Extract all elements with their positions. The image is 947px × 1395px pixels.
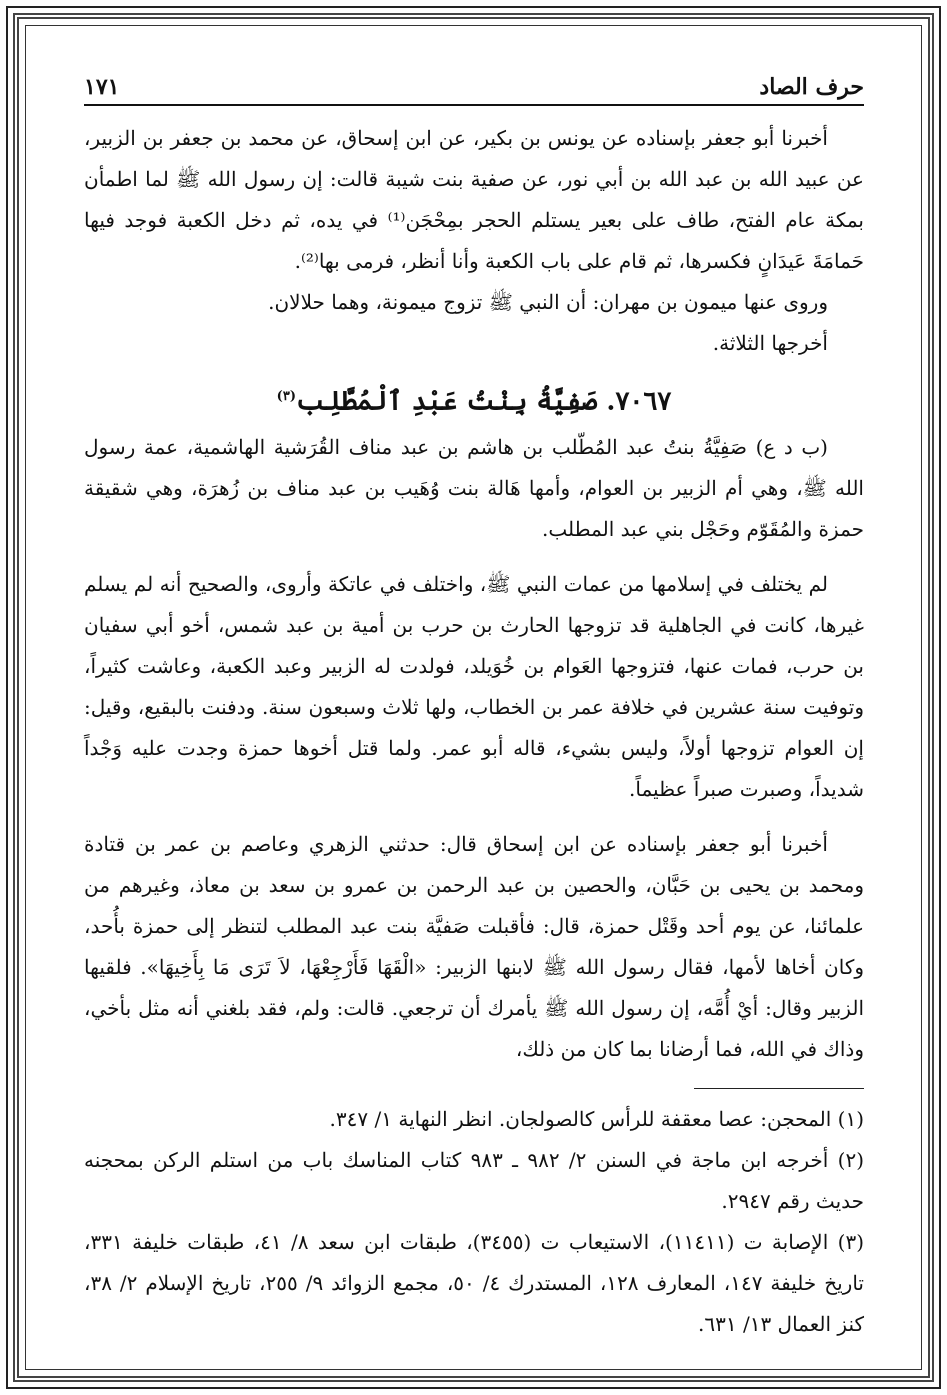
page-content xyxy=(84,72,864,1345)
entry-title: ٧٠٦٧. صَفِيَّةُ بِنْتُ عَبْدِ ٱلْمُطَّلِب xyxy=(295,386,672,417)
paragraph: (ب د ع) صَفِيَّةُ بنتُ عبد المُطّلب بن هاشم بن عبد مناف القُرَشية الهاشمية، عمة رسول الله ﷺ، وهي أم الزبير بن العوام، وأمها هَالة بنت وُهَيب بن عبد مناف بن زُهرَة، وهي شقيقة حمزة والمُقَوّم وحَجْل بني عبد المطلب. xyxy=(84,434,864,541)
footnote: (٢) أخرجه ابن ماجة في السنن ٢/ ٩٨٢ ـ ٩٨٣ كتاب المناسك باب من استلم الركن بمحجنه حديث رقم ٢٩٤٧. xyxy=(84,1147,864,1213)
footnote: (٣) الإصابة ت (١١٤١١)، الاستيعاب ت (٣٤٥٥)، طبقات ابن سعد ٨/ ٤١، طبقات خليفة ٣٣١، تاريخ خليفة ١٤٧، المعارف ١٢٨، المستدرك ٤/ ٥٠، مجمع الزوائد ٩/ ٢٥٥، تاريخ الإسلام ٢/ ٣٨، كنز العمال ١٣/ ٦٣١. xyxy=(84,1229,865,1336)
running-header xyxy=(84,72,864,106)
entry-footnote-marker: (٣) xyxy=(276,389,296,404)
section-title: حرف الصاد xyxy=(759,74,864,100)
main-text xyxy=(84,118,864,1070)
page-number: ١٧١ xyxy=(84,74,120,100)
paragraph: وروى عنها ميمون بن مهران: أن النبي ﷺ تزوج ميمونة، وهما حلالان. xyxy=(268,290,828,314)
paragraph: أخبرنا أبو جعفر بإسناده عن يونس بن بكير، عن ابن إسحاق، عن محمد بن جعفر بن الزبير، عن عبيد الله بن عبد الله بن أبي نور، عن صفية بنت شيبة قالت: إن رسول الله ﷺ لما اطمأن بمكة عام الفتح، طاف على بعير يستلم الحجر بمِحْجَن⁽¹⁾ في يده، ثم دخل الكعبة فوجد فيها حَمامَةَ عَيدَانٍ فكسرها، ثم قام على باب الكعبة وأنا أنظر، فرمى بها⁽²⁾. xyxy=(84,126,864,273)
paragraph: أخبرنا أبو جعفر بإسناده عن ابن إسحاق قال: حدثني الزهري وعاصم بن عمر بن قتادة ومحمد بن يحيى بن حَبَّان، والحصين بن عبد الرحمن بن عمرو بن سعد بن معاذ، وغيرهم من علمائنا، عن يوم أحد وقَتْل حمزة، قال: فأقبلت صَفيَّة بنت عبد المطلب لتنظر إلى حمزة بأُحد، وكان أخاها لأمها، فقال رسول الله ﷺ لابنها الزبير: «الْقَهَا فَأَرْجِعْهَا، لاَ تَرَى مَا بِأَخِيهَا». فلقيها الزبير وقال: أيْ أُمَّه، إن رسول الله ﷺ يأمرك أن ترجعي. قالت: ولم، فقد بلغني أنه مثل بأخي، وذاك في الله، فما أرضانا بما كان من ذلك، xyxy=(84,831,864,1061)
footnote: (١) المحجن: عصا معقفة للرأس كالصولجان. انظر النهاية ١/ ٣٤٧. xyxy=(329,1106,864,1131)
footnote-separator xyxy=(694,1088,864,1089)
paragraph: لم يختلف في إسلامها من عمات النبي ﷺ، واختلف في عاتكة وأروى، والصحيح أنه لم يسلم غيرها، كانت في الجاهلية قد تزوجها الحارث بن حرب بن أمية بن عبد شمس، أخو أبي سفيان بن حرب، فمات عنها، فتزوجها العَوام بن خُوَيلد، فولدت له الزبير وعبد الكعبة، وعاشت كثيراً، وتوفيت سنة عشرين في خلافة عمر بن الخطاب، ولها ثلاث وسبعون سنة. ودفنت بالبقيع، وقيل: إن العوام تزوجها أولاً، وليس بشيء، قاله أبو عمر. ولما قتل أخوها حمزة وجدت عليه وَجْداً شديداً، وصبرت صبراً عظيماً. xyxy=(84,571,864,801)
entry-heading xyxy=(84,376,864,423)
paragraph: أخرجها الثلاثة. xyxy=(712,331,828,355)
footnotes xyxy=(84,1099,864,1345)
